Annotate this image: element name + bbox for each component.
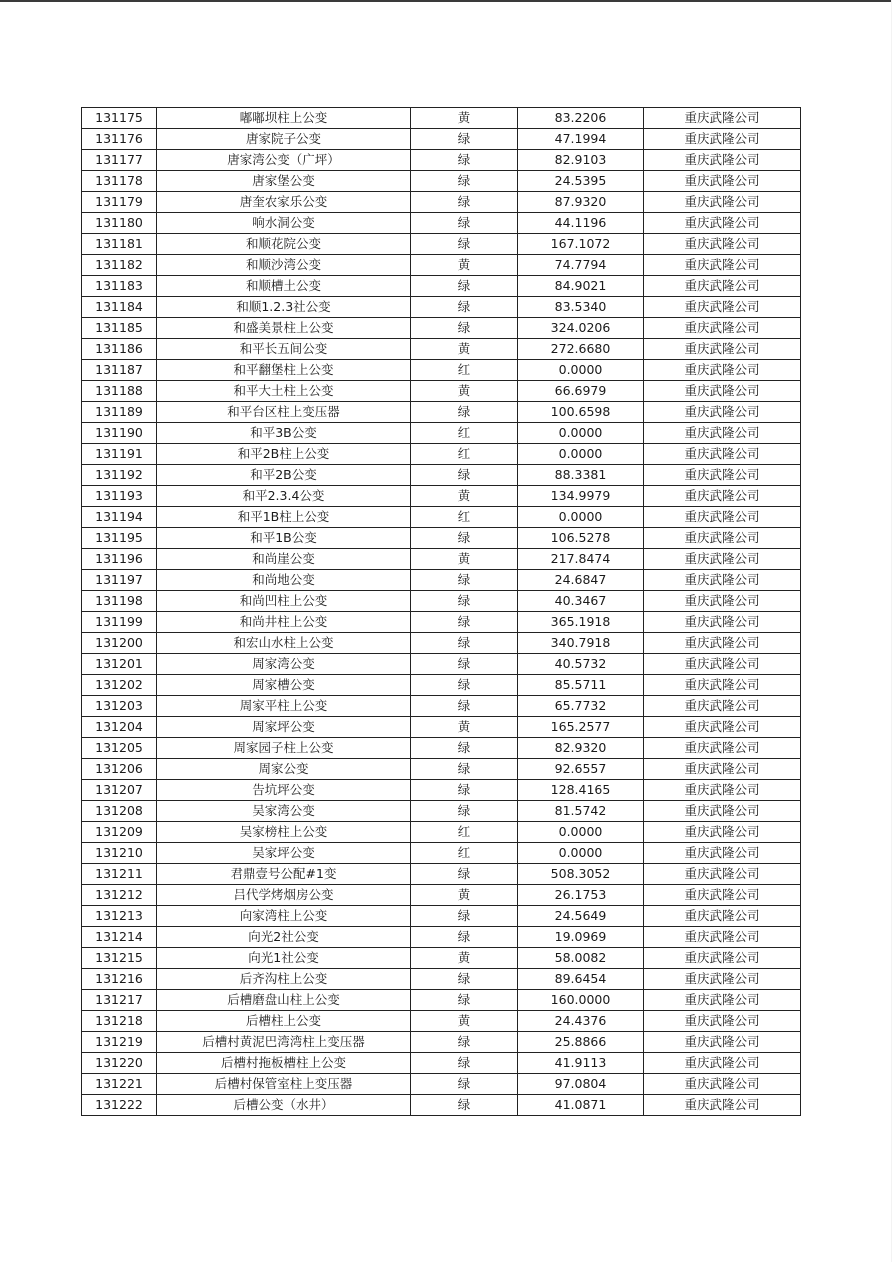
company-cell: 重庆武隆公司 (644, 255, 801, 276)
row-id-cell: 131189 (82, 402, 157, 423)
table-row (82, 528, 801, 549)
status-cell: 绿 (411, 465, 518, 486)
status-cell: 绿 (411, 633, 518, 654)
company-cell: 重庆武隆公司 (644, 402, 801, 423)
transformer-name-cell: 和顺槽土公变 (157, 276, 411, 297)
value-cell: 83.5340 (518, 297, 644, 318)
table-row (82, 402, 801, 423)
value-cell: 41.0871 (518, 1095, 644, 1116)
row-id-cell: 131218 (82, 1011, 157, 1032)
value-cell: 66.6979 (518, 381, 644, 402)
row-id-cell: 131220 (82, 1053, 157, 1074)
row-id-cell: 131185 (82, 318, 157, 339)
row-id-cell: 131183 (82, 276, 157, 297)
table-row (82, 255, 801, 276)
status-cell: 红 (411, 822, 518, 843)
company-cell: 重庆武隆公司 (644, 759, 801, 780)
table-row (82, 213, 801, 234)
status-cell: 黄 (411, 339, 518, 360)
table-body (82, 108, 801, 1116)
row-id-cell: 131182 (82, 255, 157, 276)
status-cell: 绿 (411, 990, 518, 1011)
value-cell: 58.0082 (518, 948, 644, 969)
value-cell: 106.5278 (518, 528, 644, 549)
status-cell: 红 (411, 444, 518, 465)
row-id-cell: 131192 (82, 465, 157, 486)
company-cell: 重庆武隆公司 (644, 444, 801, 465)
transformer-name-cell: 唐奎农家乐公变 (157, 192, 411, 213)
row-id-cell: 131176 (82, 129, 157, 150)
table-row (82, 738, 801, 759)
transformer-name-cell: 和尚地公变 (157, 570, 411, 591)
table-row (82, 297, 801, 318)
row-id-cell: 131196 (82, 549, 157, 570)
page-top-border (0, 0, 892, 2)
company-cell: 重庆武隆公司 (644, 801, 801, 822)
value-cell: 0.0000 (518, 423, 644, 444)
value-cell: 272.6680 (518, 339, 644, 360)
company-cell: 重庆武隆公司 (644, 1053, 801, 1074)
status-cell: 绿 (411, 612, 518, 633)
transformer-name-cell: 和平2.3.4公变 (157, 486, 411, 507)
company-cell: 重庆武隆公司 (644, 969, 801, 990)
status-cell: 黄 (411, 255, 518, 276)
value-cell: 81.5742 (518, 801, 644, 822)
status-cell: 绿 (411, 864, 518, 885)
value-cell: 100.6598 (518, 402, 644, 423)
status-cell: 黄 (411, 549, 518, 570)
row-id-cell: 131202 (82, 675, 157, 696)
company-cell: 重庆武隆公司 (644, 171, 801, 192)
company-cell: 重庆武隆公司 (644, 990, 801, 1011)
transformer-name-cell: 唐家院子公变 (157, 129, 411, 150)
status-cell: 绿 (411, 570, 518, 591)
row-id-cell: 131210 (82, 843, 157, 864)
transformer-name-cell: 和顺花院公变 (157, 234, 411, 255)
table-row (82, 591, 801, 612)
transformer-name-cell: 和顺沙湾公变 (157, 255, 411, 276)
value-cell: 74.7794 (518, 255, 644, 276)
table-row (82, 906, 801, 927)
value-cell: 324.0206 (518, 318, 644, 339)
value-cell: 82.9103 (518, 150, 644, 171)
company-cell: 重庆武隆公司 (644, 234, 801, 255)
company-cell: 重庆武隆公司 (644, 633, 801, 654)
value-cell: 365.1918 (518, 612, 644, 633)
transformer-name-cell: 后槽村保管室柱上变压器 (157, 1074, 411, 1095)
company-cell: 重庆武隆公司 (644, 822, 801, 843)
status-cell: 红 (411, 843, 518, 864)
table-row (82, 360, 801, 381)
transformer-name-cell: 嘟嘟坝柱上公变 (157, 108, 411, 129)
company-cell: 重庆武隆公司 (644, 612, 801, 633)
status-cell: 黄 (411, 948, 518, 969)
status-cell: 绿 (411, 402, 518, 423)
value-cell: 47.1994 (518, 129, 644, 150)
status-cell: 绿 (411, 927, 518, 948)
company-cell: 重庆武隆公司 (644, 738, 801, 759)
value-cell: 0.0000 (518, 444, 644, 465)
row-id-cell: 131178 (82, 171, 157, 192)
transformer-name-cell: 周家坪公变 (157, 717, 411, 738)
table-row (82, 381, 801, 402)
transformer-name-cell: 吴家榜柱上公变 (157, 822, 411, 843)
row-id-cell: 131175 (82, 108, 157, 129)
value-cell: 128.4165 (518, 780, 644, 801)
value-cell: 97.0804 (518, 1074, 644, 1095)
transformer-name-cell: 向光1社公变 (157, 948, 411, 969)
row-id-cell: 131212 (82, 885, 157, 906)
company-cell: 重庆武隆公司 (644, 864, 801, 885)
table-row (82, 108, 801, 129)
company-cell: 重庆武隆公司 (644, 696, 801, 717)
company-cell: 重庆武隆公司 (644, 108, 801, 129)
transformer-name-cell: 后槽公变（水井） (157, 1095, 411, 1116)
row-id-cell: 131211 (82, 864, 157, 885)
transformer-name-cell: 和平2B公变 (157, 465, 411, 486)
status-cell: 黄 (411, 1011, 518, 1032)
row-id-cell: 131221 (82, 1074, 157, 1095)
transformer-name-cell: 响水洞公变 (157, 213, 411, 234)
company-cell: 重庆武隆公司 (644, 927, 801, 948)
transformer-name-cell: 和平2B柱上公变 (157, 444, 411, 465)
status-cell: 红 (411, 507, 518, 528)
table-row (82, 276, 801, 297)
company-cell: 重庆武隆公司 (644, 507, 801, 528)
status-cell: 绿 (411, 738, 518, 759)
transformer-name-cell: 和平1B柱上公变 (157, 507, 411, 528)
transformer-name-cell: 周家平柱上公变 (157, 696, 411, 717)
table-row (82, 822, 801, 843)
row-id-cell: 131204 (82, 717, 157, 738)
company-cell: 重庆武隆公司 (644, 318, 801, 339)
value-cell: 24.6847 (518, 570, 644, 591)
value-cell: 26.1753 (518, 885, 644, 906)
value-cell: 44.1196 (518, 213, 644, 234)
transformer-name-cell: 吴家坪公变 (157, 843, 411, 864)
transformer-name-cell: 和平长五间公变 (157, 339, 411, 360)
table-row (82, 423, 801, 444)
status-cell: 绿 (411, 1074, 518, 1095)
status-cell: 绿 (411, 150, 518, 171)
row-id-cell: 131193 (82, 486, 157, 507)
status-cell: 绿 (411, 780, 518, 801)
value-cell: 41.9113 (518, 1053, 644, 1074)
transformer-name-cell: 周家湾公变 (157, 654, 411, 675)
transformer-name-cell: 吕代学烤烟房公变 (157, 885, 411, 906)
table-row (82, 990, 801, 1011)
status-cell: 绿 (411, 1032, 518, 1053)
transformer-name-cell: 周家公变 (157, 759, 411, 780)
table-row (82, 675, 801, 696)
company-cell: 重庆武隆公司 (644, 885, 801, 906)
status-cell: 红 (411, 423, 518, 444)
table-row (82, 654, 801, 675)
row-id-cell: 131187 (82, 360, 157, 381)
table-row (82, 1032, 801, 1053)
transformer-name-cell: 君鼎壹号公配#1变 (157, 864, 411, 885)
row-id-cell: 131198 (82, 591, 157, 612)
table-row (82, 885, 801, 906)
row-id-cell: 131207 (82, 780, 157, 801)
row-id-cell: 131205 (82, 738, 157, 759)
row-id-cell: 131219 (82, 1032, 157, 1053)
status-cell: 黄 (411, 381, 518, 402)
row-id-cell: 131209 (82, 822, 157, 843)
table-row (82, 486, 801, 507)
table-row (82, 948, 801, 969)
table-row (82, 969, 801, 990)
table-row (82, 864, 801, 885)
value-cell: 85.5711 (518, 675, 644, 696)
status-cell: 绿 (411, 801, 518, 822)
transformer-name-cell: 周家园子柱上公变 (157, 738, 411, 759)
table-row (82, 1074, 801, 1095)
row-id-cell: 131195 (82, 528, 157, 549)
row-id-cell: 131194 (82, 507, 157, 528)
status-cell: 黄 (411, 108, 518, 129)
value-cell: 0.0000 (518, 360, 644, 381)
table-row (82, 633, 801, 654)
transformer-name-cell: 和盛美景柱上公变 (157, 318, 411, 339)
table-row (82, 129, 801, 150)
value-cell: 25.8866 (518, 1032, 644, 1053)
status-cell: 绿 (411, 654, 518, 675)
table-row (82, 780, 801, 801)
row-id-cell: 131201 (82, 654, 157, 675)
company-cell: 重庆武隆公司 (644, 1074, 801, 1095)
row-id-cell: 131215 (82, 948, 157, 969)
company-cell: 重庆武隆公司 (644, 780, 801, 801)
value-cell: 19.0969 (518, 927, 644, 948)
transformer-name-cell: 和宏山水柱上公变 (157, 633, 411, 654)
status-cell: 黄 (411, 717, 518, 738)
status-cell: 绿 (411, 129, 518, 150)
company-cell: 重庆武隆公司 (644, 339, 801, 360)
company-cell: 重庆武隆公司 (644, 570, 801, 591)
transformer-name-cell: 和平翻堡柱上公变 (157, 360, 411, 381)
company-cell: 重庆武隆公司 (644, 423, 801, 444)
status-cell: 绿 (411, 276, 518, 297)
transformer-name-cell: 后槽柱上公变 (157, 1011, 411, 1032)
transformer-name-cell: 和平大土柱上公变 (157, 381, 411, 402)
row-id-cell: 131203 (82, 696, 157, 717)
table-row (82, 759, 801, 780)
company-cell: 重庆武隆公司 (644, 1032, 801, 1053)
table-row (82, 570, 801, 591)
row-id-cell: 131200 (82, 633, 157, 654)
transformer-name-cell: 和尚凹柱上公变 (157, 591, 411, 612)
status-cell: 黄 (411, 885, 518, 906)
table-row (82, 843, 801, 864)
value-cell: 40.3467 (518, 591, 644, 612)
status-cell: 绿 (411, 675, 518, 696)
table-row (82, 444, 801, 465)
table-row (82, 717, 801, 738)
value-cell: 167.1072 (518, 234, 644, 255)
value-cell: 83.2206 (518, 108, 644, 129)
row-id-cell: 131177 (82, 150, 157, 171)
status-cell: 绿 (411, 1053, 518, 1074)
company-cell: 重庆武隆公司 (644, 129, 801, 150)
value-cell: 87.9320 (518, 192, 644, 213)
value-cell: 84.9021 (518, 276, 644, 297)
transformer-name-cell: 后槽村拖板槽柱上公变 (157, 1053, 411, 1074)
status-cell: 绿 (411, 759, 518, 780)
company-cell: 重庆武隆公司 (644, 486, 801, 507)
status-cell: 绿 (411, 213, 518, 234)
status-cell: 绿 (411, 192, 518, 213)
transformer-name-cell: 后齐沟柱上公变 (157, 969, 411, 990)
row-id-cell: 131214 (82, 927, 157, 948)
transformer-name-cell: 向光2社公变 (157, 927, 411, 948)
row-id-cell: 131188 (82, 381, 157, 402)
company-cell: 重庆武隆公司 (644, 192, 801, 213)
company-cell: 重庆武隆公司 (644, 549, 801, 570)
row-id-cell: 131208 (82, 801, 157, 822)
value-cell: 508.3052 (518, 864, 644, 885)
row-id-cell: 131180 (82, 213, 157, 234)
value-cell: 134.9979 (518, 486, 644, 507)
transformer-name-cell: 告坑坪公变 (157, 780, 411, 801)
transformer-name-cell: 和平台区柱上变压器 (157, 402, 411, 423)
transformer-name-cell: 和尚崖公变 (157, 549, 411, 570)
transformer-name-cell: 唐家湾公变（广坪） (157, 150, 411, 171)
table-row (82, 549, 801, 570)
table-row (82, 507, 801, 528)
table-row (82, 696, 801, 717)
company-cell: 重庆武隆公司 (644, 906, 801, 927)
row-id-cell: 131197 (82, 570, 157, 591)
status-cell: 绿 (411, 591, 518, 612)
table-row (82, 1095, 801, 1116)
company-cell: 重庆武隆公司 (644, 843, 801, 864)
status-cell: 绿 (411, 1095, 518, 1116)
company-cell: 重庆武隆公司 (644, 381, 801, 402)
table-row (82, 234, 801, 255)
company-cell: 重庆武隆公司 (644, 1095, 801, 1116)
transformer-name-cell: 向家湾柱上公变 (157, 906, 411, 927)
value-cell: 82.9320 (518, 738, 644, 759)
status-cell: 绿 (411, 171, 518, 192)
status-cell: 绿 (411, 528, 518, 549)
transformer-name-cell: 和尚井柱上公变 (157, 612, 411, 633)
company-cell: 重庆武隆公司 (644, 675, 801, 696)
transformer-table (81, 107, 801, 1116)
status-cell: 红 (411, 360, 518, 381)
value-cell: 88.3381 (518, 465, 644, 486)
transformer-name-cell: 和平3B公变 (157, 423, 411, 444)
transformer-name-cell: 周家槽公变 (157, 675, 411, 696)
table-row (82, 150, 801, 171)
table-row (82, 801, 801, 822)
row-id-cell: 131191 (82, 444, 157, 465)
row-id-cell: 131206 (82, 759, 157, 780)
value-cell: 24.5649 (518, 906, 644, 927)
value-cell: 165.2577 (518, 717, 644, 738)
row-id-cell: 131213 (82, 906, 157, 927)
transformer-name-cell: 和平1B公变 (157, 528, 411, 549)
row-id-cell: 131199 (82, 612, 157, 633)
status-cell: 绿 (411, 297, 518, 318)
transformer-name-cell: 唐家堡公变 (157, 171, 411, 192)
value-cell: 0.0000 (518, 843, 644, 864)
company-cell: 重庆武隆公司 (644, 1011, 801, 1032)
value-cell: 160.0000 (518, 990, 644, 1011)
value-cell: 65.7732 (518, 696, 644, 717)
value-cell: 24.5395 (518, 171, 644, 192)
table-row (82, 1011, 801, 1032)
transformer-name-cell: 后槽磨盘山柱上公变 (157, 990, 411, 1011)
company-cell: 重庆武隆公司 (644, 150, 801, 171)
table-row (82, 192, 801, 213)
value-cell: 340.7918 (518, 633, 644, 654)
row-id-cell: 131190 (82, 423, 157, 444)
company-cell: 重庆武隆公司 (644, 276, 801, 297)
table-row (82, 465, 801, 486)
status-cell: 绿 (411, 906, 518, 927)
status-cell: 绿 (411, 696, 518, 717)
company-cell: 重庆武隆公司 (644, 213, 801, 234)
row-id-cell: 131181 (82, 234, 157, 255)
company-cell: 重庆武隆公司 (644, 528, 801, 549)
row-id-cell: 131217 (82, 990, 157, 1011)
company-cell: 重庆武隆公司 (644, 717, 801, 738)
status-cell: 绿 (411, 234, 518, 255)
value-cell: 89.6454 (518, 969, 644, 990)
company-cell: 重庆武隆公司 (644, 465, 801, 486)
table-row (82, 318, 801, 339)
table-row (82, 339, 801, 360)
company-cell: 重庆武隆公司 (644, 654, 801, 675)
table-row (82, 927, 801, 948)
row-id-cell: 131222 (82, 1095, 157, 1116)
transformer-name-cell: 后槽村黄泥巴湾湾柱上变压器 (157, 1032, 411, 1053)
row-id-cell: 131184 (82, 297, 157, 318)
value-cell: 217.8474 (518, 549, 644, 570)
transformer-name-cell: 吴家湾公变 (157, 801, 411, 822)
status-cell: 绿 (411, 318, 518, 339)
row-id-cell: 131179 (82, 192, 157, 213)
company-cell: 重庆武隆公司 (644, 591, 801, 612)
value-cell: 92.6557 (518, 759, 644, 780)
row-id-cell: 131216 (82, 969, 157, 990)
row-id-cell: 131186 (82, 339, 157, 360)
status-cell: 绿 (411, 969, 518, 990)
table-row (82, 612, 801, 633)
table-row (82, 1053, 801, 1074)
status-cell: 黄 (411, 486, 518, 507)
value-cell: 0.0000 (518, 507, 644, 528)
value-cell: 40.5732 (518, 654, 644, 675)
company-cell: 重庆武隆公司 (644, 297, 801, 318)
transformer-name-cell: 和顺1.2.3社公变 (157, 297, 411, 318)
value-cell: 24.4376 (518, 1011, 644, 1032)
company-cell: 重庆武隆公司 (644, 360, 801, 381)
table-row (82, 171, 801, 192)
value-cell: 0.0000 (518, 822, 644, 843)
company-cell: 重庆武隆公司 (644, 948, 801, 969)
